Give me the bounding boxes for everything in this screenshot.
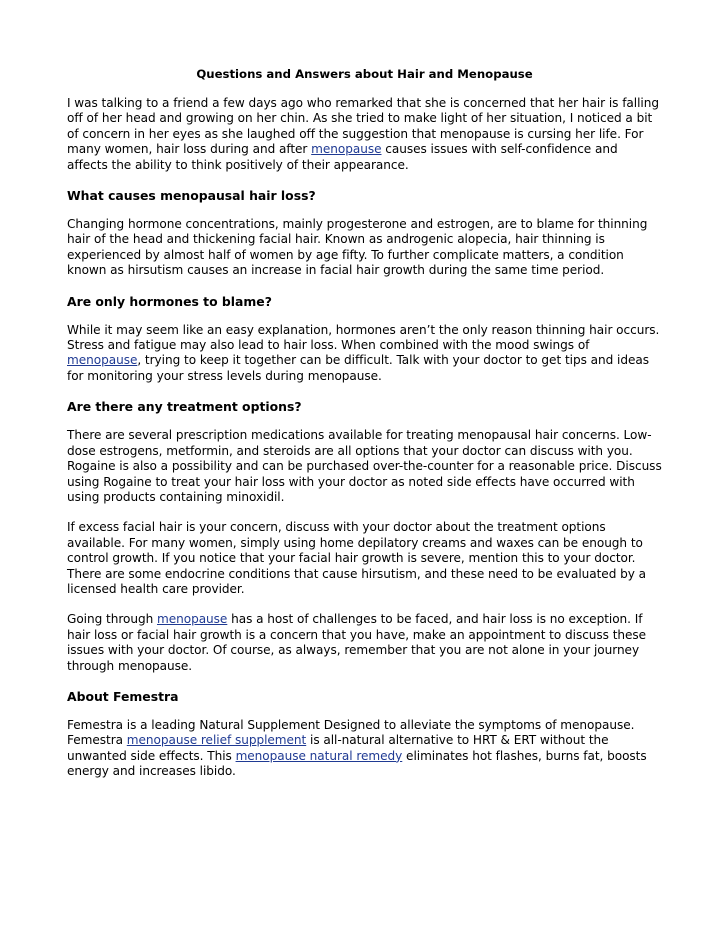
causes-paragraph: Changing hormone concentrations, mainly progesterone and estrogen, are to blame for thinning hair of the head and thickening facial hair. Known as androgenic alopecia, hair thinning is experienced by almost half of women by age fifty. To further complicate matters, a condition known as hirsutism causes an increase in facial hair growth during the same time period. xyxy=(67,217,648,278)
hormones-paragraph xyxy=(67,323,662,385)
section-heading-treatment: Are there any treatment options? xyxy=(67,399,302,415)
intro-text-1: I was talking to a friend a few days ago who remarked that she is concerned that her hair is falling off of her head and growing on her chin. As she tried to make light of her situation, I noticed a bit of concern in her eyes as she laughed off the suggestion that menopause is cursing her life. For many women, hair loss during and after xyxy=(67,96,659,157)
section-heading-hormones: Are only hormones to blame? xyxy=(67,293,272,309)
menopause-link-2[interactable]: menopause xyxy=(67,353,138,368)
about-text-1: Femestra is a leading Natural Supplement Designed to alleviate the symptoms of menopause. Femestra xyxy=(67,717,635,748)
treatment-paragraph-1: There are several prescription medications available for treating menopausal hair concerns. Low-dose estrogens, metformin, and steroids are all options that your doctor can discuss with you. Rogaine is also a possibility and can be purchased over-the-counter for a reasonable price. Discuss using Rogaine to treat your hair loss with your doctor as noted side effects have occurred with using products containing minoxidil. xyxy=(67,428,662,504)
hormones-text-2: , trying to keep it together can be difficult. Talk with your doctor to get tips and ideas for monitoring your stress levels during menopause. xyxy=(67,353,649,383)
intro-paragraph xyxy=(67,96,662,173)
section-heading-about: About Femestra xyxy=(67,688,179,704)
menopause-relief-supplement-link[interactable]: menopause relief supplement xyxy=(126,733,307,748)
intro-text-2: causes issues with self-confidence and affects the ability to think positively of their appearance. xyxy=(67,142,618,172)
treatment-paragraph-2: If excess facial hair is your concern, discuss with your doctor about the treatment options available. For many women, simply using home depilatory creams and waxes can be enough to control growth. If you notice that your facial hair growth is severe, mention this to your doctor. There are some endocrine conditions that cause hirsutism, and these need to be evaluated by a licensed health care provider. xyxy=(67,520,647,596)
menopause-link-1[interactable]: menopause xyxy=(311,142,382,157)
treatment-text-2: has a host of challenges to be faced, and hair loss is no exception. If hair loss or facial hair growth is a concern that you have, make an appointment to discuss these issues with your doctor. Of course, as always, remember that you are not alone in your journey through menopause. xyxy=(67,612,647,673)
section-heading-causes: What causes menopausal hair loss? xyxy=(67,188,316,204)
about-text-3: eliminates hot flashes, burns fat, boosts energy and increases libido. xyxy=(67,748,647,779)
treatment-text-1: Going through xyxy=(67,612,157,627)
menopause-link-3[interactable]: menopause xyxy=(156,612,228,627)
about-paragraph xyxy=(67,718,662,780)
menopause-natural-remedy-link[interactable]: menopause natural remedy xyxy=(235,748,403,763)
document-title: Questions and Answers about Hair and Menopause xyxy=(196,67,533,81)
treatment-paragraph-3 xyxy=(67,612,662,674)
about-text-2: is all-natural alternative to HRT & ERT without the unwanted side effects. This xyxy=(67,733,609,763)
hormones-text-1: While it may seem like an easy explanation, hormones aren’t the only reason thinning hair occurs. Stress and fatigue may also lead to hair loss. When combined with the mood swings of xyxy=(67,322,660,353)
